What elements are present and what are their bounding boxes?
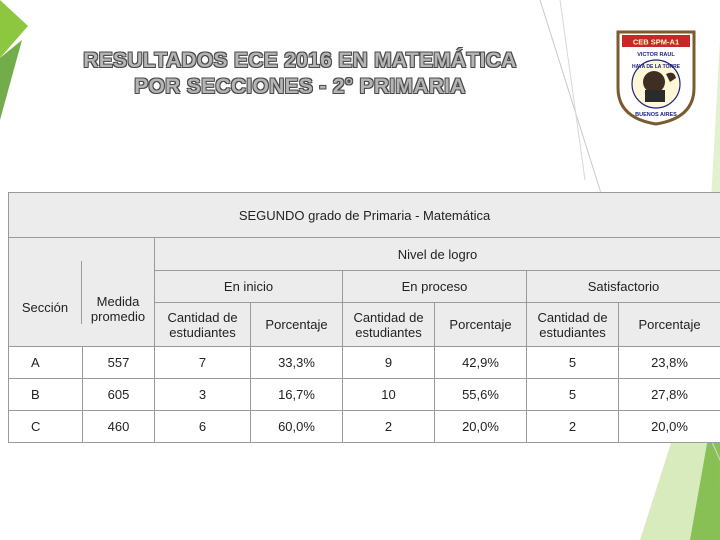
logo-arc-text: HAYA DE LA TORRE bbox=[631, 64, 681, 70]
cell-seccion: C bbox=[9, 411, 83, 443]
cell-seccion: B bbox=[9, 379, 83, 411]
title-line-1: RESULTADOS ECE 2016 EN MATEMÁTICA bbox=[83, 49, 517, 72]
cell-proceso-n: 9 bbox=[343, 347, 435, 379]
subheader-porcentaje: Porcentaje bbox=[251, 303, 343, 347]
cell-satis-p: 27,8% bbox=[619, 379, 720, 411]
cell-satis-p: 20,0% bbox=[619, 411, 720, 443]
subheader-porcentaje: Porcentaje bbox=[619, 303, 720, 347]
cell-proceso-p: 42,9% bbox=[435, 347, 527, 379]
logo-top-text: CEB SPM-A1 bbox=[632, 37, 680, 47]
logo-name-line: VICTOR RAUL bbox=[637, 52, 675, 58]
cell-satis-p: 23,8% bbox=[619, 347, 720, 379]
table-caption: SEGUNDO grado de Primaria - Matemática bbox=[9, 193, 720, 238]
table-row bbox=[9, 379, 720, 411]
results-table bbox=[8, 192, 720, 443]
cell-inicio-n: 7 bbox=[155, 347, 251, 379]
table-row bbox=[9, 411, 720, 443]
group-header-satisfactorio: Satisfactorio bbox=[527, 271, 720, 303]
cell-proceso-n: 10 bbox=[343, 379, 435, 411]
school-logo bbox=[612, 26, 700, 126]
cell-satis-n: 2 bbox=[527, 411, 619, 443]
cell-inicio-n: 6 bbox=[155, 411, 251, 443]
cell-satis-n: 5 bbox=[527, 347, 619, 379]
subheader-porcentaje: Porcentaje bbox=[435, 303, 527, 347]
subheader-cantidad: Cantidad de estudiantes bbox=[343, 303, 435, 347]
cell-medida: 557 bbox=[83, 347, 155, 379]
slide-title bbox=[20, 48, 580, 100]
table-row bbox=[9, 347, 720, 379]
subheader-cantidad: Cantidad de estudiantes bbox=[527, 303, 619, 347]
subheader-cantidad: Cantidad de estudiantes bbox=[155, 303, 251, 347]
cell-inicio-p: 60,0% bbox=[251, 411, 343, 443]
logo-bottom-text: BUENOS AIRES bbox=[635, 112, 677, 118]
title-line-2: POR SECCIONES - 2° PRIMARIA bbox=[134, 75, 466, 98]
cell-satis-n: 5 bbox=[527, 379, 619, 411]
col-header-medida: Medida promedio bbox=[82, 294, 155, 324]
cell-proceso-p: 20,0% bbox=[435, 411, 527, 443]
cell-inicio-p: 33,3% bbox=[251, 347, 343, 379]
cell-proceso-p: 55,6% bbox=[435, 379, 527, 411]
cell-medida: 605 bbox=[83, 379, 155, 411]
cell-proceso-n: 2 bbox=[343, 411, 435, 443]
header-left-block bbox=[9, 238, 155, 347]
level-header: Nivel de logro bbox=[155, 238, 720, 271]
group-header-proceso: En proceso bbox=[343, 271, 527, 303]
cell-inicio-n: 3 bbox=[155, 379, 251, 411]
cell-seccion: A bbox=[9, 347, 83, 379]
cell-medida: 460 bbox=[83, 411, 155, 443]
group-header-inicio: En inicio bbox=[155, 271, 343, 303]
cell-inicio-p: 16,7% bbox=[251, 379, 343, 411]
col-header-seccion: Sección bbox=[9, 294, 82, 324]
